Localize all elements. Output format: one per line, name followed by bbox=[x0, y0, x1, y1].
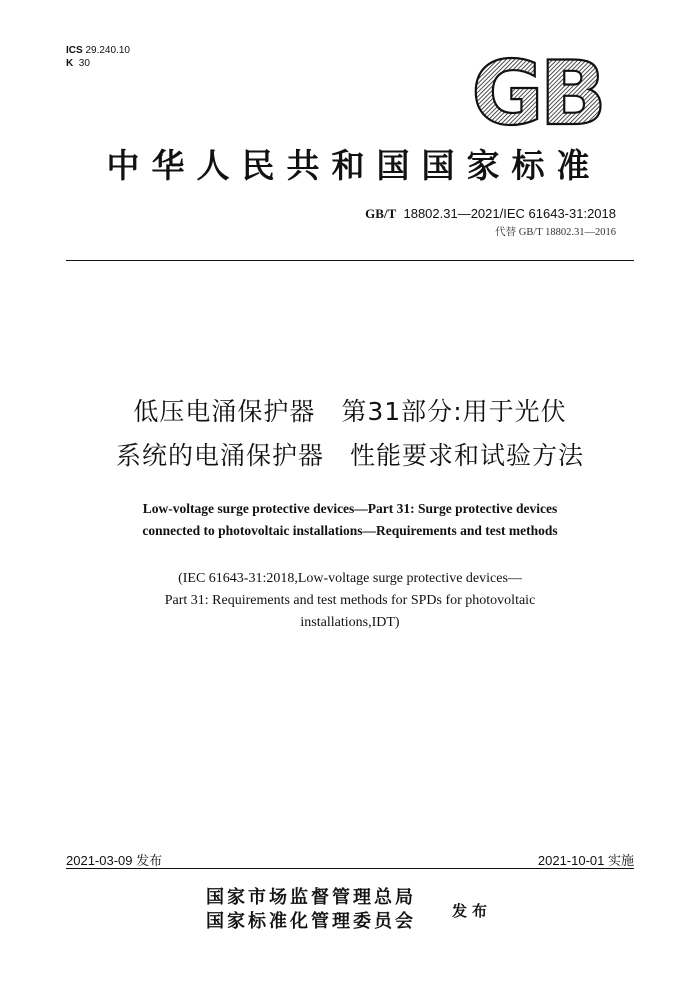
iec-note-line-1: (IEC 61643-31:2018,Low-voltage surge protective devices— bbox=[178, 571, 522, 586]
chinese-title-line-2: 系统的电涌保护器 性能要求和试验方法 bbox=[115, 441, 584, 470]
national-standard-heading: 中华人民共和国国家标准 bbox=[106, 146, 602, 185]
english-title bbox=[0, 498, 700, 542]
gb-logo-icon bbox=[458, 52, 616, 132]
ics-label: ICS bbox=[66, 45, 83, 56]
chinese-title bbox=[0, 390, 700, 478]
chinese-title-line-1: 低压电涌保护器 第31部分:用于光伏 bbox=[133, 397, 567, 426]
footer-divider bbox=[66, 868, 634, 869]
ics-line bbox=[66, 44, 130, 57]
iec-note-line-2: Part 31: Requirements and test methods for SPDs for photovoltaic bbox=[164, 593, 536, 608]
ics-code: 29.240.10 bbox=[85, 45, 130, 56]
ccs-code: 30 bbox=[78, 58, 90, 69]
standard-number bbox=[365, 206, 616, 222]
standard-code: 18802.31—2021/IEC 61643-31:2018 bbox=[403, 206, 616, 221]
iec-note-line-3: installations,IDT) bbox=[300, 615, 400, 630]
english-title-line-2: connected to photovoltaic installations—Requirements and test methods bbox=[142, 523, 558, 538]
issuer-sac: 国家标准化管理委员会 bbox=[206, 911, 416, 932]
classification-codes bbox=[66, 44, 130, 70]
ccs-line bbox=[66, 57, 130, 70]
header-divider bbox=[66, 260, 634, 261]
standard-prefix: GB/T bbox=[365, 206, 397, 221]
replaces-standard: 代替 GB/T 18802.31—2016 bbox=[495, 227, 616, 238]
implement-date: 2021-10-01 实施 bbox=[537, 853, 634, 868]
iec-equivalence-note bbox=[0, 568, 700, 634]
english-title-line-1: Low-voltage surge protective devices—Part 31: Surge protective devices bbox=[142, 501, 558, 516]
ccs-label: K bbox=[66, 58, 74, 69]
issuer-samr: 国家市场监督管理总局 bbox=[206, 887, 416, 908]
publish-date: 2021-03-09 发布 bbox=[66, 853, 163, 868]
gb-logo-text: GB bbox=[471, 52, 603, 132]
issue-label: 发布 bbox=[452, 902, 493, 920]
issuing-authorities bbox=[206, 886, 416, 934]
